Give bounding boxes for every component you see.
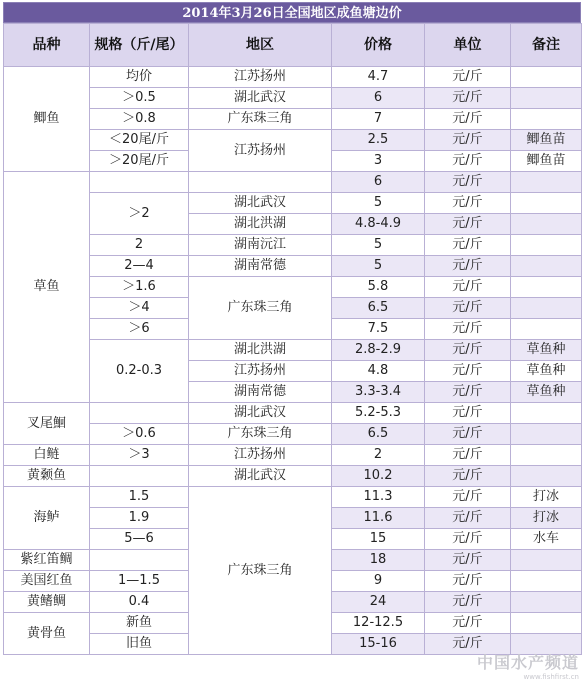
- cell-species: 紫红笛鲷: [4, 550, 90, 571]
- cell-unit: 元/斤: [425, 382, 511, 403]
- table-header-row: [4, 24, 582, 67]
- cell-note: [511, 445, 582, 466]
- cell-unit: 元/斤: [425, 613, 511, 634]
- cell-note: 水车: [511, 529, 582, 550]
- cell-spec: ＞0.8: [90, 109, 189, 130]
- cell-spec: 0.4: [90, 592, 189, 613]
- table-row: [4, 277, 582, 298]
- cell-note: 草鱼种: [511, 361, 582, 382]
- cell-note: 鲫鱼苗: [511, 130, 582, 151]
- watermark-url: www.fishfirst.cn: [523, 673, 579, 681]
- cell-unit: 元/斤: [425, 424, 511, 445]
- cell-unit: 元/斤: [425, 214, 511, 235]
- cell-species: 叉尾鮰: [4, 403, 90, 445]
- cell-region: 湖南沅江: [189, 235, 332, 256]
- cell-species: 黄颡鱼: [4, 466, 90, 487]
- cell-spec: 1.9: [90, 508, 189, 529]
- watermark-text: 中国水产频道: [476, 653, 579, 672]
- cell-species: 白鲢: [4, 445, 90, 466]
- cell-price: 15: [332, 529, 425, 550]
- cell-unit: 元/斤: [425, 529, 511, 550]
- cell-unit: 元/斤: [425, 445, 511, 466]
- cell-price: 11.3: [332, 487, 425, 508]
- watermark-logo: [477, 650, 579, 681]
- table-row: [4, 445, 582, 466]
- cell-price: 9: [332, 571, 425, 592]
- cell-price: 18: [332, 550, 425, 571]
- cell-unit: 元/斤: [425, 319, 511, 340]
- cell-spec: [90, 466, 189, 487]
- table-row: [4, 193, 582, 214]
- header-species: 品种: [4, 24, 90, 67]
- cell-region: 江苏扬州: [189, 445, 332, 466]
- cell-region: 广东珠三角: [189, 277, 332, 340]
- cell-price: 7.5: [332, 319, 425, 340]
- cell-note: [511, 571, 582, 592]
- cell-price: 2: [332, 445, 425, 466]
- cell-unit: 元/斤: [425, 592, 511, 613]
- cell-region: 湖北洪湖: [189, 340, 332, 361]
- cell-price: 5: [332, 193, 425, 214]
- table-row: [4, 88, 582, 109]
- cell-region: 湖南常德: [189, 256, 332, 277]
- cell-unit: 元/斤: [425, 466, 511, 487]
- cell-note: [511, 403, 582, 424]
- cell-spec: ＞20尾/斤: [90, 151, 189, 172]
- cell-price: 5: [332, 256, 425, 277]
- cell-species: 美国红鱼: [4, 571, 90, 592]
- cell-species: 黄鳍鲷: [4, 592, 90, 613]
- cell-spec: [90, 172, 189, 193]
- cell-unit: 元/斤: [425, 193, 511, 214]
- cell-note: 打冰: [511, 487, 582, 508]
- table-row: [4, 466, 582, 487]
- cell-price: 4.8-4.9: [332, 214, 425, 235]
- cell-spec: ＜20尾/斤: [90, 130, 189, 151]
- cell-unit: 元/斤: [425, 550, 511, 571]
- cell-spec: ＞2: [90, 193, 189, 235]
- cell-spec: [90, 403, 189, 424]
- cell-note: [511, 67, 582, 88]
- cell-region: 广东珠三角: [189, 109, 332, 130]
- cell-note: [511, 613, 582, 634]
- table-row: [4, 235, 582, 256]
- cell-price: 5.8: [332, 277, 425, 298]
- cell-spec: 0.2-0.3: [90, 340, 189, 403]
- cell-price: 11.6: [332, 508, 425, 529]
- cell-price: 6: [332, 172, 425, 193]
- cell-note: [511, 256, 582, 277]
- cell-note: [511, 88, 582, 109]
- cell-note: [511, 592, 582, 613]
- table-row: [4, 487, 582, 508]
- cell-spec: 1—1.5: [90, 571, 189, 592]
- cell-price: 4.7: [332, 67, 425, 88]
- cell-note: [511, 424, 582, 445]
- cell-unit: 元/斤: [425, 256, 511, 277]
- table-row: [4, 109, 582, 130]
- cell-unit: 元/斤: [425, 151, 511, 172]
- cell-region: 湖北武汉: [189, 193, 332, 214]
- price-table-container: [3, 2, 581, 655]
- cell-unit: 元/斤: [425, 277, 511, 298]
- cell-unit: 元/斤: [425, 340, 511, 361]
- cell-note: [511, 466, 582, 487]
- table-row: [4, 340, 582, 361]
- cell-region: 湖北洪湖: [189, 214, 332, 235]
- cell-price: 6.5: [332, 424, 425, 445]
- cell-note: 鲫鱼苗: [511, 151, 582, 172]
- cell-price: 3.3-3.4: [332, 382, 425, 403]
- cell-unit: 元/斤: [425, 67, 511, 88]
- price-table: [3, 23, 582, 655]
- cell-region: 湖北武汉: [189, 88, 332, 109]
- table-row: [4, 403, 582, 424]
- cell-price: 24: [332, 592, 425, 613]
- cell-note: [511, 214, 582, 235]
- cell-price: 15-16: [332, 634, 425, 655]
- cell-price: 12-12.5: [332, 613, 425, 634]
- cell-species: 海鲈: [4, 487, 90, 550]
- table-title: 2014年3月26日全国地区成鱼塘边价: [3, 2, 581, 23]
- cell-species: 鲫鱼: [4, 67, 90, 172]
- header-price: 价格: [332, 24, 425, 67]
- cell-note: [511, 193, 582, 214]
- cell-price: 3: [332, 151, 425, 172]
- cell-note: [511, 235, 582, 256]
- cell-note: [511, 172, 582, 193]
- cell-region: 湖北武汉: [189, 466, 332, 487]
- cell-spec: ＞6: [90, 319, 189, 340]
- cell-region: [189, 172, 332, 193]
- cell-spec: 旧鱼: [90, 634, 189, 655]
- cell-region: 江苏扬州: [189, 361, 332, 382]
- cell-spec: 均价: [90, 67, 189, 88]
- cell-unit: 元/斤: [425, 487, 511, 508]
- cell-note: [511, 319, 582, 340]
- cell-spec: 新鱼: [90, 613, 189, 634]
- header-region: 地区: [189, 24, 332, 67]
- cell-unit: 元/斤: [425, 235, 511, 256]
- table-row: [4, 172, 582, 193]
- cell-unit: 元/斤: [425, 130, 511, 151]
- header-spec: 规格（斤/尾）: [90, 24, 189, 67]
- cell-unit: 元/斤: [425, 298, 511, 319]
- table-row: [4, 130, 582, 151]
- cell-unit: 元/斤: [425, 88, 511, 109]
- cell-unit: 元/斤: [425, 172, 511, 193]
- cell-note: [511, 277, 582, 298]
- cell-spec: ＞0.6: [90, 424, 189, 445]
- cell-unit: 元/斤: [425, 361, 511, 382]
- cell-unit: 元/斤: [425, 634, 511, 655]
- cell-note: 打冰: [511, 508, 582, 529]
- table-row: [4, 256, 582, 277]
- cell-note: [511, 109, 582, 130]
- cell-region: 江苏扬州: [189, 67, 332, 88]
- cell-unit: 元/斤: [425, 109, 511, 130]
- cell-price: 4.8: [332, 361, 425, 382]
- cell-spec: ＞3: [90, 445, 189, 466]
- cell-spec: 1.5: [90, 487, 189, 508]
- cell-price: 6.5: [332, 298, 425, 319]
- cell-price: 5: [332, 235, 425, 256]
- cell-spec: ＞1.6: [90, 277, 189, 298]
- cell-price: 7: [332, 109, 425, 130]
- table-row: [4, 424, 582, 445]
- cell-price: 6: [332, 88, 425, 109]
- cell-note: 草鱼种: [511, 340, 582, 361]
- cell-price: 5.2-5.3: [332, 403, 425, 424]
- cell-price: 10.2: [332, 466, 425, 487]
- cell-note: 草鱼种: [511, 382, 582, 403]
- cell-spec: 2—4: [90, 256, 189, 277]
- cell-unit: 元/斤: [425, 403, 511, 424]
- cell-spec: ＞0.5: [90, 88, 189, 109]
- cell-spec: 5—6: [90, 529, 189, 550]
- cell-price: 2.5: [332, 130, 425, 151]
- cell-region: 湖南常德: [189, 382, 332, 403]
- cell-species: 黄骨鱼: [4, 613, 90, 655]
- cell-unit: 元/斤: [425, 508, 511, 529]
- cell-region: 湖北武汉: [189, 403, 332, 424]
- cell-region: 广东珠三角: [189, 424, 332, 445]
- cell-note: [511, 298, 582, 319]
- cell-price: 2.8-2.9: [332, 340, 425, 361]
- cell-species: 草鱼: [4, 172, 90, 403]
- cell-region: 广东珠三角: [189, 487, 332, 655]
- cell-note: [511, 550, 582, 571]
- cell-region: 江苏扬州: [189, 130, 332, 172]
- cell-unit: 元/斤: [425, 571, 511, 592]
- table-row: [4, 67, 582, 88]
- cell-spec: 2: [90, 235, 189, 256]
- header-unit: 单位: [425, 24, 511, 67]
- table-body: [4, 67, 582, 655]
- header-note: 备注: [511, 24, 582, 67]
- cell-spec: [90, 550, 189, 571]
- cell-spec: ＞4: [90, 298, 189, 319]
